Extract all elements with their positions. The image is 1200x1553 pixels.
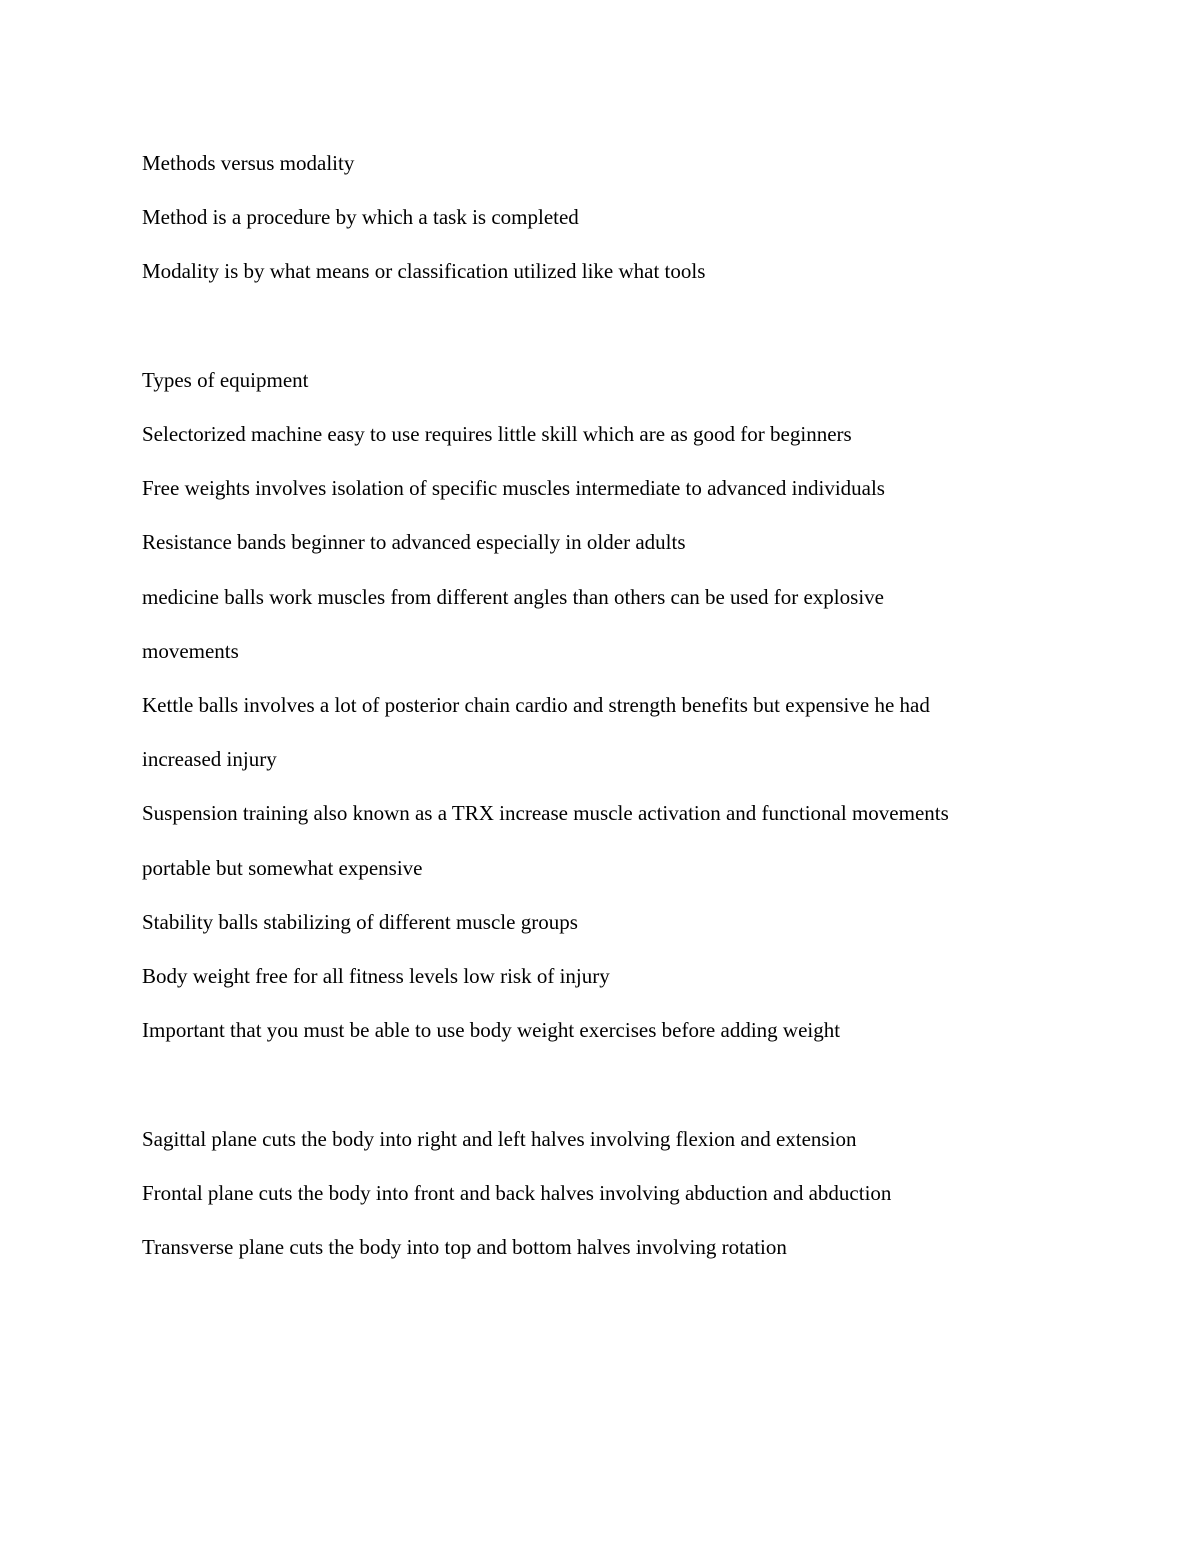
text-line-sagittal-plane: Sagittal plane cuts the body into right and left halves involving flexion and extension [142,1126,857,1151]
text-line-selectorized: Selectorized machine easy to use requires little skill which are as good for beginners [142,422,852,446]
text-line-resistance-bands: Resistance bands beginner to advanced especially in older adults [142,530,686,555]
text-line-kettle-balls-cont: increased injury [142,747,277,772]
text-line-suspension-training: Suspension training also known as a TRX increase muscle activation and functional movements [142,801,949,826]
blank-line [142,1057,1082,1111]
text-line-free-weights: Free weights involves isolation of specific muscles intermediate to advanced individuals [142,476,885,501]
text-line-modality-definition: Modality is by what means or classification utilized like what tools [142,259,706,284]
text-line-method-definition: Method is a procedure by which a task is completed [142,205,579,230]
text-line-transverse-plane: Transverse plane cuts the body into top and bottom halves involving rotation [142,1235,787,1260]
text-line-stability-balls: Stability balls stabilizing of different muscle groups [142,909,578,934]
section-heading-methods: Methods versus modality [142,151,355,175]
text-line-frontal-plane: Frontal plane cuts the body into front and back halves involving abduction and abduction [142,1180,892,1205]
document-body [142,136,1082,1274]
text-line-body-weight: Body weight free for all fitness levels low risk of injury [142,964,610,989]
text-line-important-note: Important that you must be able to use body weight exercises before adding weight [142,1018,841,1043]
blank-line [142,299,1082,353]
text-line-medicine-balls: medicine balls work muscles from different angles than others can be used for explosive [142,584,884,609]
text-line-kettle-balls: Kettle balls involves a lot of posterior chain cardio and strength benefits but expensive he had [142,693,930,718]
text-line-medicine-balls-cont: movements [142,638,239,663]
section-heading-equipment: Types of equipment [142,367,309,392]
text-line-suspension-training-cont: portable but somewhat expensive [142,855,423,880]
